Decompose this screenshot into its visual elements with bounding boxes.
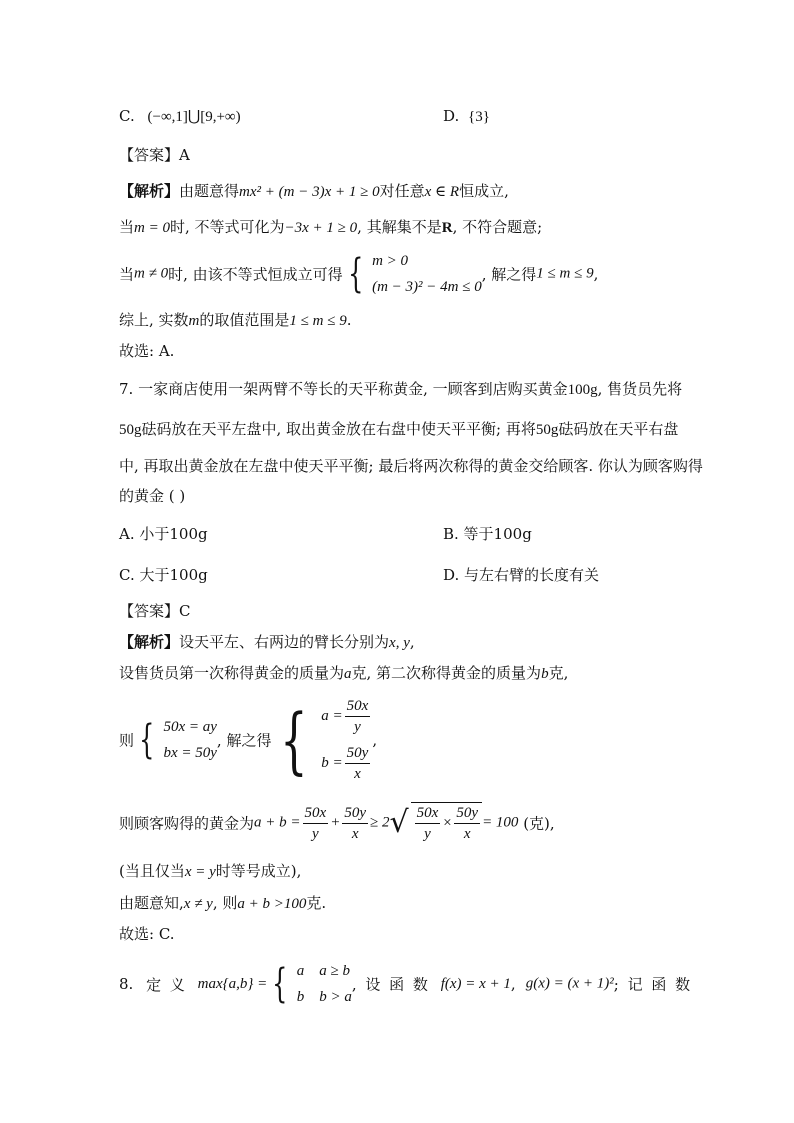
q7-stem-3: 中, 再取出黄金放在左盘中使天平平衡; 最后将两次称得的黄金交给顾客. 你认为顾客购得	[119, 457, 703, 475]
q7-option-b: B. 等于100g	[443, 525, 532, 543]
q6-analysis-2: 当m = 0时, 不等式可化为−3x + 1 ≥ 0, 其解集不是R, 不符合题意;	[119, 218, 543, 236]
q7-option-a: A. 小于100g	[119, 525, 208, 543]
q7-analysis-5: (当且仅当x = y时等号成立),	[119, 862, 302, 880]
q6-option-c: C. (−∞,1]⋃[9,+∞)	[119, 107, 241, 125]
q7-option-c: C. 大于100g	[119, 566, 208, 584]
q7-analysis-1: 【解析】设天平左、右两边的臂长分别为x, y,	[119, 633, 415, 651]
q6-analysis-1: 【解析】由题意得mx² + (m − 3)x + 1 ≥ 0对任意x ∈ R恒成立,	[119, 182, 509, 200]
q6-option-d-text: {3}	[468, 109, 490, 125]
q7-analysis-2: 设售货员第一次称得黄金的质量为a克, 第二次称得黄金的质量为b克,	[119, 664, 569, 682]
q7-stem-2: 50g砝码放在天平左盘中, 取出黄金放在右盘中使天平平衡; 再将50g砝码放在天平右盘	[119, 420, 679, 438]
q7-analysis-6: 由题意知,x ≠ y, 则a + b >100克.	[119, 894, 327, 912]
q6-option-d: D. {3}	[443, 107, 490, 125]
q7-answer: 【答案】C	[119, 602, 191, 620]
q6-system: { m > 0 (m − 3)² − 4m ≤ 0	[347, 251, 482, 297]
q7-stem-1: 7. 一家商店使用一架两臂不等长的天平称黄金, 一顾客到店购买黄金100g, 售货员先将	[119, 380, 683, 398]
sqrt-symbol: √	[389, 805, 409, 840]
q7-system: { 50x = ay bx = 50y	[139, 717, 217, 763]
q7-stem-4: 的黄金 ( )	[119, 487, 186, 505]
q7-solution: { a = $\frac{50x}{y}$ b = $\frac{50y}{x}$	[280, 698, 369, 782]
q7-option-d: D. 与左右臂的长度有关	[443, 566, 600, 584]
q6-analysis-4: 综上, 实数m的取值范围是1 ≤ m ≤ 9.	[119, 311, 352, 329]
sqrt-body: $\frac{50x}{y}$ × $\frac{50y}{x}$	[411, 802, 482, 844]
q6-choice: 故选: A.	[119, 342, 175, 360]
q7-analysis-4: 则顾客购得的黄金为a + b = $\frac{50x}{y}$ + $\frac{50y}{x}$ ≥ 2√ $\frac{50x}{y}$ × $\frac{50y}{x}$ = 100 (克),	[119, 802, 555, 844]
q7-analysis-3: 则 { 50x = ay bx = 50y , 解之得 { a = $\frac{50x}{y}$ b = $\frac{50y}{x}$ ,	[119, 698, 378, 782]
q7-choice: 故选: C.	[119, 925, 175, 943]
q6-option-c-text: (−∞,1]⋃[9,+∞)	[147, 109, 241, 125]
q6-answer: 【答案】A	[119, 146, 190, 164]
q8-piecewise: { a a ≥ b b b > a	[272, 961, 352, 1007]
q8-stem: 8. 定 义 max{a,b} = { a a ≥ b b b > a , 设 函 数 f(x) = x + 1, g(x) = (x + 1)²; 记 函 数	[119, 958, 692, 1010]
q6-analysis-3: 当m ≠ 0时, 由该不等式恒成立可得 { m > 0 (m − 3)² − 4m ≤ 0 , 解之得1 ≤ m ≤ 9,	[119, 248, 598, 300]
